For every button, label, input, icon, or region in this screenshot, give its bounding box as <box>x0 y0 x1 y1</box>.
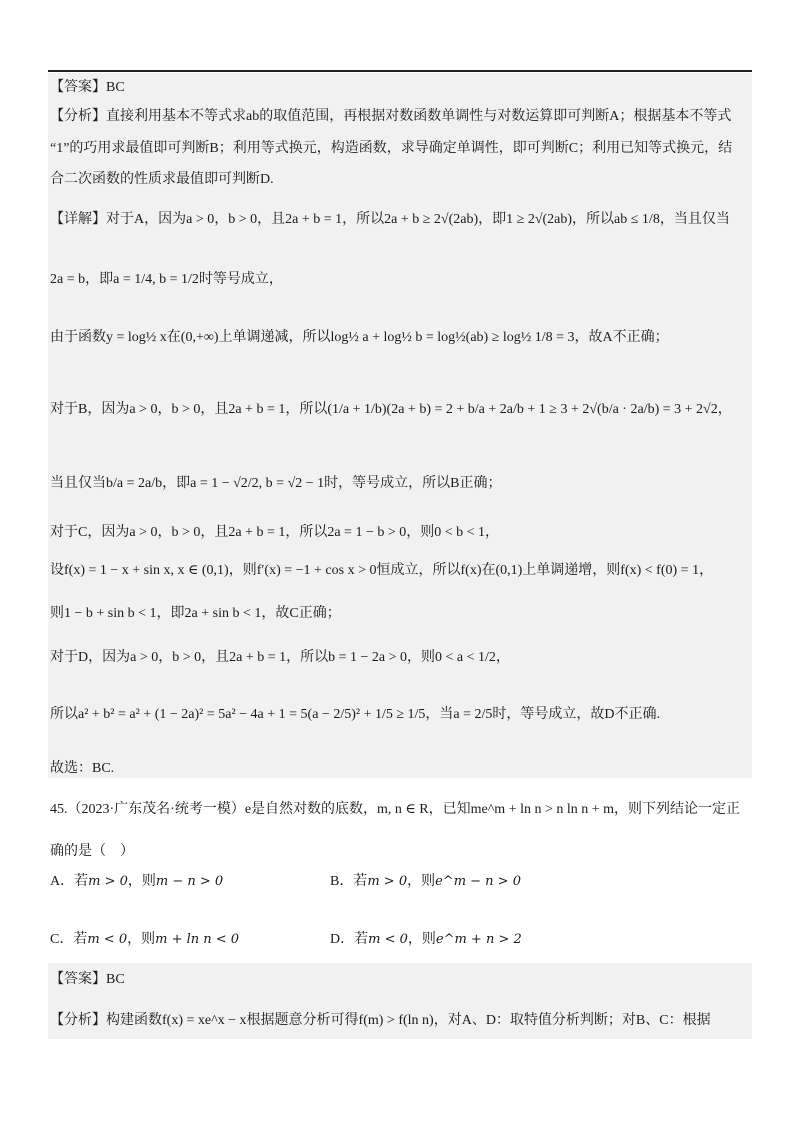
question-number: 45. <box>50 802 68 817</box>
detail-c-line-3: 则1 − b + sin b < 1，即2a + sin b < 1，故C正确； <box>50 606 341 621</box>
answer-label: 【答案】 <box>50 972 106 987</box>
detail-d-line-1: 对于D，因为a > 0，b > 0，且2a + b = 1，所以b = 1 − 2a > 0，则0 < a < 1/2， <box>50 650 510 665</box>
option-c: C．若m < 0，则m + ln n < 0 <box>50 932 240 947</box>
option-d: D．若m < 0，则e^m + n > 2 <box>330 932 522 947</box>
detail-c-line-1: 对于C，因为a > 0，b > 0，且2a + b = 1，所以2a = 1 − b > 0，则0 < b < 1， <box>50 525 500 540</box>
answer-value: BC <box>106 972 125 987</box>
top-rule <box>48 70 752 72</box>
detail-b-line-2: 当且仅当b/a = 2a/b，即a = 1 − √2/2, b = √2 − 1时，等号成立，所以B正确； <box>50 476 502 491</box>
analysis-line-3: 合二次函数的性质求最值即可判断D. <box>50 172 274 187</box>
question-source: （2023·广东茂名·统考一模） <box>67 802 245 817</box>
answer-line-2 <box>50 970 125 990</box>
answer-label: 【答案】 <box>50 80 106 95</box>
answer-line <box>50 78 125 98</box>
option-b: B．若m > 0，则e^m − n > 0 <box>330 874 521 889</box>
detail-a-line-1: 【详解】对于A，因为a > 0，b > 0，且2a + b = 1，所以2a + b ≥ 2√(2ab)，即1 ≥ 2√(2ab)，所以ab ≤ 1/8，当且仅当 <box>50 212 730 227</box>
detail-label: 【详解】 <box>50 212 106 227</box>
answer-value: BC <box>106 80 125 95</box>
analysis-line-1: 【分析】直接利用基本不等式求ab的取值范围，再根据对数函数单调性与对数运算即可判断A；根据基本不等式 <box>50 109 732 124</box>
analysis-line-2-1: 【分析】构建函数f(x) = xe^x − x根据题意分析可得f(m) > f(ln n)，对A、D：取特值分析判断；对B、C：根据 <box>50 1013 711 1028</box>
detail-b-line-1: 对于B，因为a > 0，b > 0，且2a + b = 1，所以(1/a + 1/b)(2a + b) = 2 + b/a + 2a/b + 1 ≥ 3 + 2√(b/a · 2a/b) = 3 + 2√2， <box>50 402 732 417</box>
question-stem-2: 确的是（ ） <box>50 844 134 859</box>
detail-a-line-2: 2a = b，即a = 1/4, b = 1/2时等号成立， <box>50 272 283 287</box>
detail-d-line-2: 所以a² + b² = a² + (1 − 2a)² = 5a² − 4a + 1 = 5(a − 2/5)² + 1/5 ≥ 1/5，当a = 2/5时，等号成立，故D不正确. <box>50 707 661 722</box>
analysis-line-2: “1”的巧用求最值即可判断B；利用等式换元，构造函数，求导确定单调性，即可判断C；利用已知等式换元，结 <box>50 141 733 156</box>
choose-line: 故选：BC. <box>50 761 115 776</box>
detail-a-line-3: 由于函数y = log½ x在(0,+∞)上单调递减，所以log½ a + log½ b = log½(ab) ≥ log½ 1/8 = 3，故A不正确； <box>50 330 669 345</box>
analysis-label: 【分析】 <box>50 1013 106 1028</box>
detail-c-line-2: 设f(x) = 1 − x + sin x, x ∈ (0,1)，则f′(x) = −1 + cos x > 0恒成立，所以f(x)在(0,1)上单调递增，则f(x) < f(0) = 1， <box>50 563 714 578</box>
option-a: A．若m > 0，则m − n > 0 <box>50 874 224 889</box>
question-stem-1: 45.（2023·广东茂名·统考一模）e是自然对数的底数，m, n ∈ R，已知me^m + ln n > n ln n + m，则下列结论一定正 <box>50 802 741 817</box>
analysis-label: 【分析】 <box>50 109 106 124</box>
